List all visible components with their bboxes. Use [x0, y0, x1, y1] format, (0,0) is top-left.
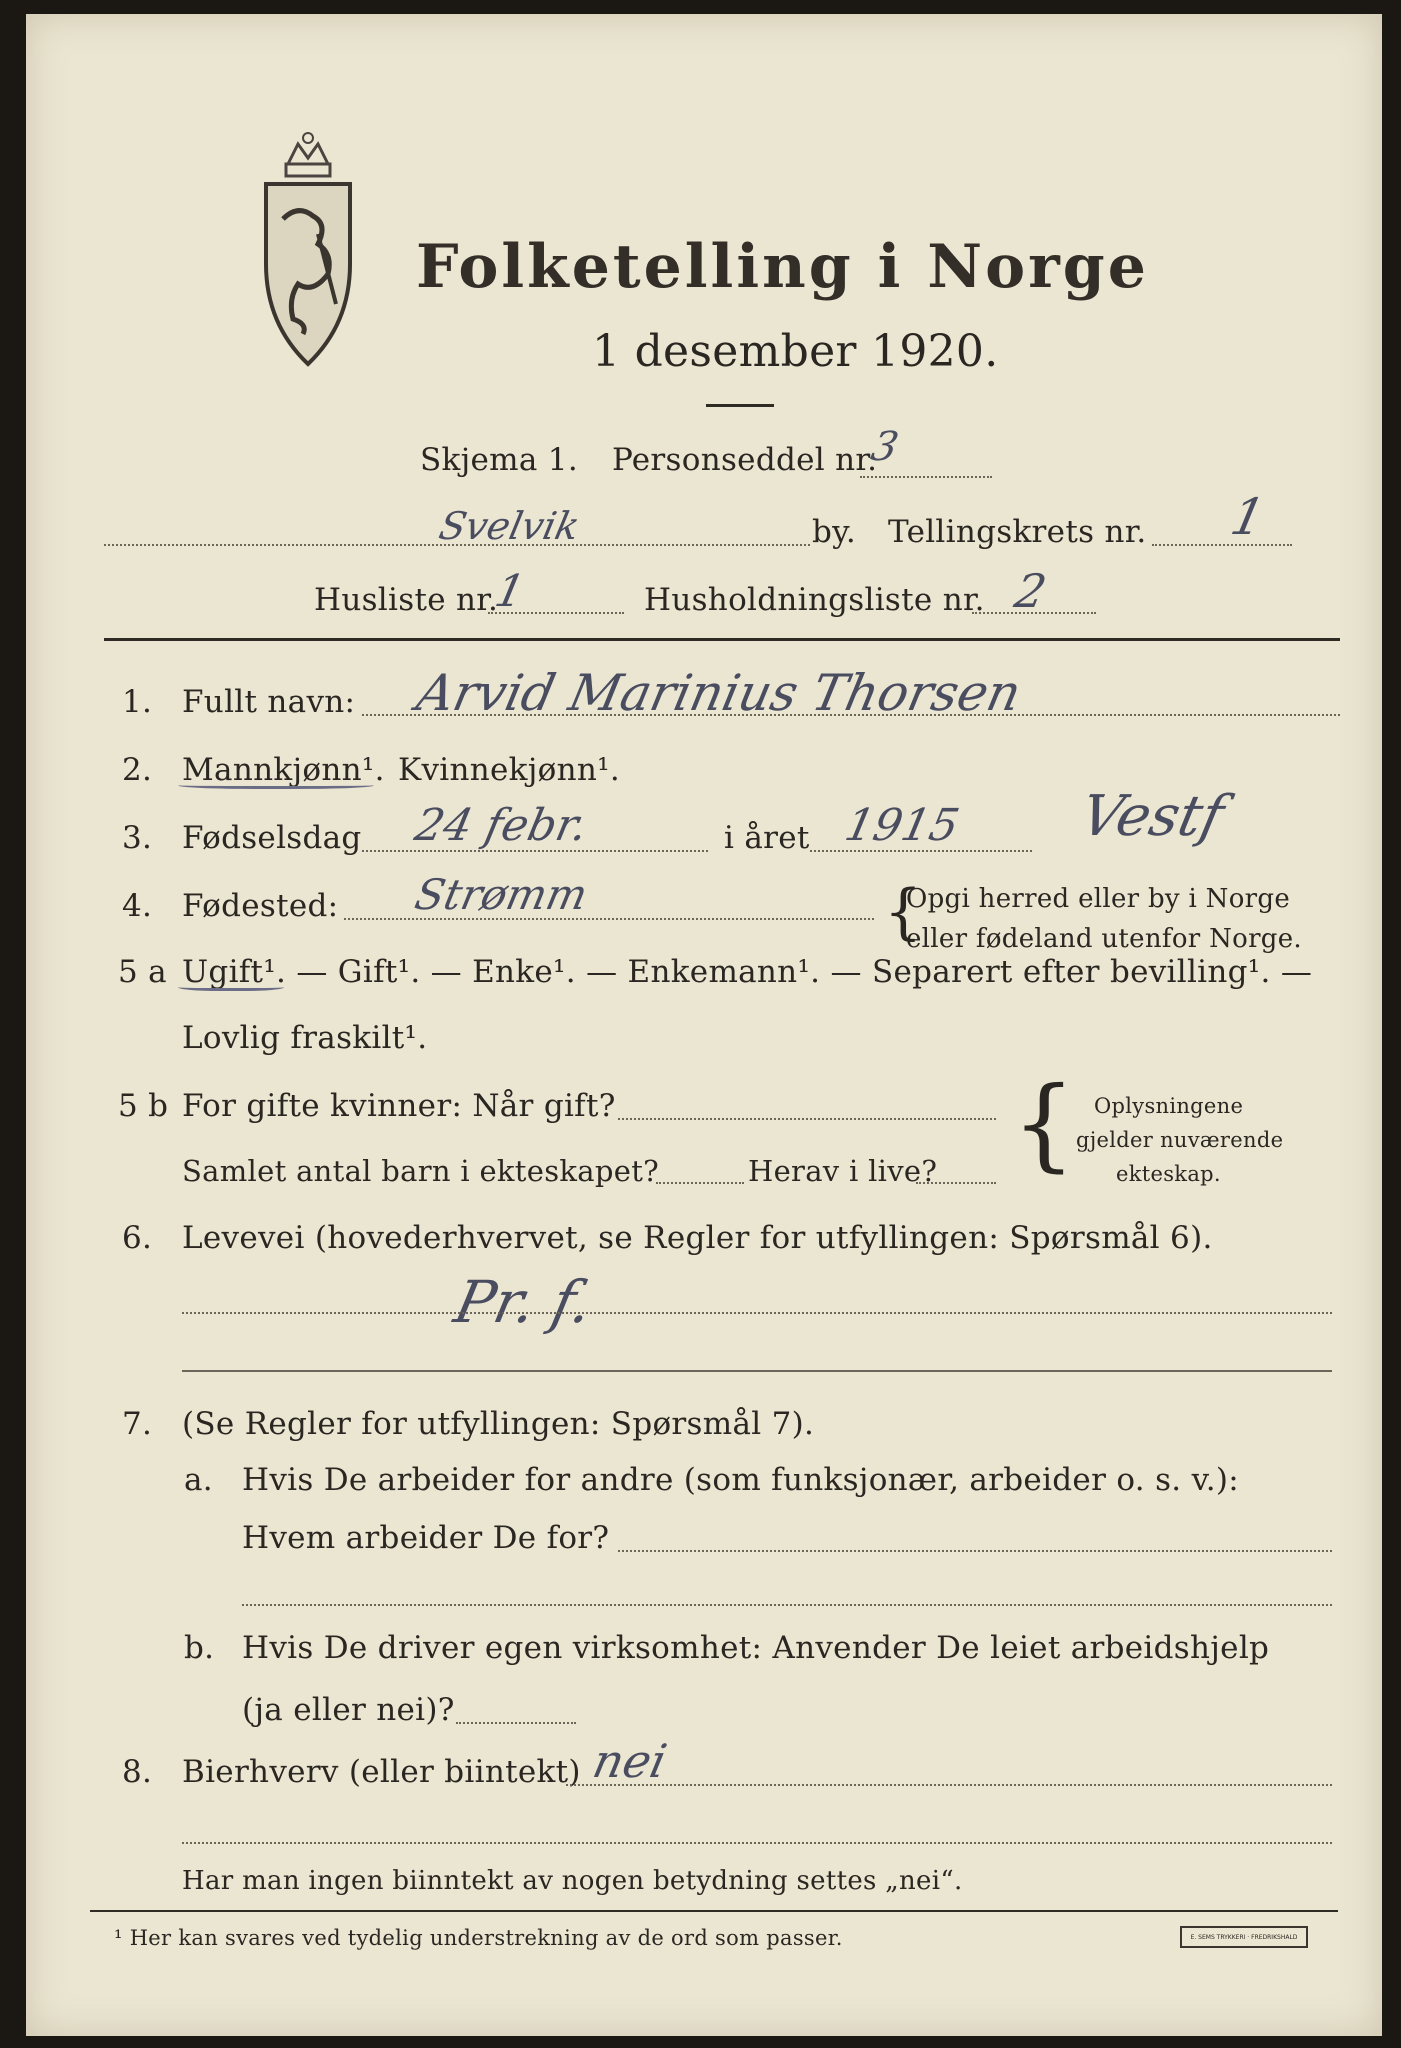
q1-value: Arvid Marinius Thorsen [411, 664, 1027, 722]
by-value: Svelvik [435, 504, 584, 548]
q4-number: 4. [122, 888, 153, 924]
q7-label: (Se Regler for utfyllingen: Spørsmål 7). [182, 1406, 815, 1442]
q5a-number: 5 a [118, 954, 167, 990]
q6-number: 6. [122, 1220, 153, 1256]
q7b-number: b. [184, 1630, 215, 1666]
husholdning-value: 2 [1010, 564, 1052, 618]
husholdning-label: Husholdningsliste nr. [644, 582, 985, 618]
q1-label: Fullt navn: [182, 684, 356, 720]
personseddel-label: Personseddel nr. [612, 442, 878, 478]
q5a-ugift-underline [178, 982, 284, 991]
q6-line1 [182, 1312, 1332, 1314]
q5b-line1: For gifte kvinner: Når gift? [182, 1088, 616, 1124]
printer-stamp-text: E. SEMS TRYKKERI · FREDRIKSHALD [1190, 1933, 1298, 1941]
q5b-alive-line [916, 1182, 996, 1184]
q4-note-line1: Opgi herred eller by i Norge [906, 884, 1291, 914]
q6-value: Pr. f. [448, 1268, 599, 1336]
form-title: Folketelling i Norge [416, 232, 1149, 302]
q7b-line [456, 1722, 576, 1724]
q6-line2 [182, 1370, 1332, 1372]
husliste-label: Husliste nr. [314, 582, 499, 618]
q2-male: Mannkjønn¹. [182, 752, 385, 788]
q5b-children-line [656, 1182, 744, 1184]
q8-line [566, 1784, 1332, 1786]
q6-label: Levevei (hovederhvervet, se Regler for utfyllingen: Spørsmål 6). [182, 1220, 1213, 1256]
q3-extra-note: Vestf [1075, 784, 1230, 849]
q5b-brace: { [1012, 1065, 1076, 1182]
nei-note: Har man ingen biinntekt av nogen betydning settes „nei“. [182, 1866, 963, 1896]
by-label: by. [812, 514, 856, 550]
personseddel-value: 3 [867, 424, 903, 470]
norwegian-coat-of-arms-icon [258, 124, 358, 384]
tellingskrets-value: 1 [1225, 488, 1270, 546]
q3-year-value: 1915 [840, 800, 964, 851]
q4-note-line2: eller fødeland utenfor Norge. [906, 924, 1302, 954]
q4-value: Strømm [410, 870, 592, 919]
q3-year-label: i året [724, 820, 810, 856]
q5b-line2a: Samlet antal barn i ekteskapet? [182, 1154, 659, 1188]
q7a-line [618, 1550, 1332, 1552]
q5b-note-line1: Oplysningene [1094, 1094, 1244, 1118]
q2-male-underline [178, 780, 374, 789]
q5b-married-line [618, 1118, 996, 1120]
q2-female: Kvinnekjønn¹. [398, 752, 621, 788]
footnote: ¹ Her kan svares ved tydelig understrekning av de ord som passer. [114, 1926, 843, 1950]
q2-number: 2. [122, 752, 153, 788]
q7-number: 7. [122, 1406, 153, 1442]
q7a-line1: Hvis De arbeider for andre (som funksjonær, arbeider o. s. v.): [242, 1462, 1240, 1498]
census-date: 1 desember 1920. [592, 326, 999, 377]
q4-brace: { [884, 877, 923, 947]
q8-number: 8. [122, 1754, 153, 1790]
q7a-number: a. [184, 1462, 213, 1498]
q7a-line2-field [242, 1604, 1332, 1606]
q5a-line2: Lovlig fraskilt¹. [182, 1020, 428, 1056]
q3-day-value: 24 febr. [410, 800, 593, 851]
q5b-note-line3: ekteskap. [1116, 1162, 1221, 1186]
personseddel-line [860, 476, 992, 478]
q7b-line2: (ja eller nei)? [242, 1692, 455, 1728]
title-divider [706, 404, 774, 407]
q5b-note-line2: gjelder nuværende [1076, 1128, 1284, 1152]
footnote-rule [90, 1910, 1338, 1912]
q1-number: 1. [122, 684, 153, 720]
tellingskrets-label: Tellingskrets nr. [888, 514, 1147, 550]
printer-stamp [1180, 1926, 1308, 1948]
q3-number: 3. [122, 820, 153, 856]
census-form [26, 14, 1382, 2036]
q8-label: Bierhverv (eller biintekt) [182, 1754, 581, 1790]
q3-label: Fødselsdag [182, 820, 362, 856]
header-rule [104, 638, 1340, 641]
q5a-line1: Ugift¹. — Gift¹. — Enke¹. — Enkemann¹. — Separert efter bevilling¹. — [182, 954, 1313, 990]
q8-value: nei [588, 1734, 672, 1788]
q7b-line1: Hvis De driver egen virksomhet: Anvender De leiet arbeidshjelp [242, 1630, 1270, 1666]
q4-label: Fødested: [182, 888, 339, 924]
q7a-line2: Hvem arbeider De for? [242, 1520, 610, 1556]
tellingskrets-line [1152, 544, 1292, 546]
husliste-value: 1 [490, 566, 530, 617]
q8-line2 [182, 1842, 1332, 1844]
q5b-line2b: Herav i live? [748, 1154, 938, 1188]
schema-label: Skjema 1. [420, 442, 578, 478]
q5b-number: 5 b [118, 1088, 169, 1124]
